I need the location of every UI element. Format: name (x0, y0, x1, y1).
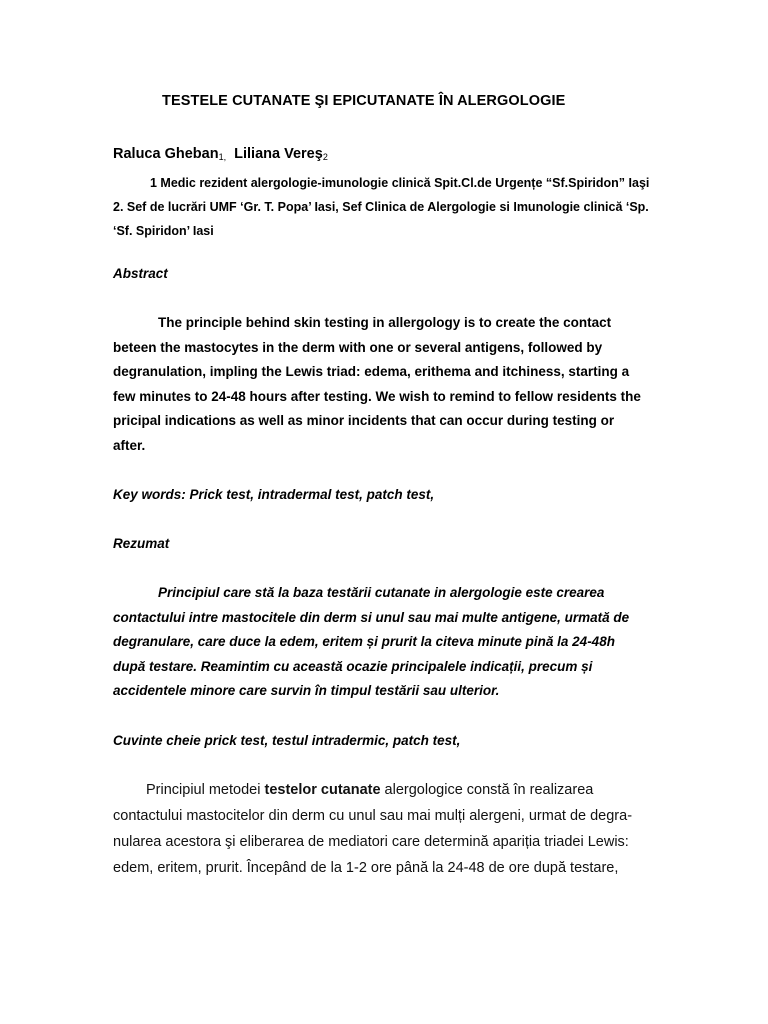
author-affiliation-marker: 1, (218, 152, 227, 162)
author-name: Raluca Gheban (113, 146, 219, 162)
rezumat-paragraph (113, 581, 658, 704)
affiliation-line: ‘Sf. Spiridon’ Iasi (113, 224, 214, 238)
paragraph-line: contactului intre mastocitele din derm si unul sau mai multe antigene, urmată de (113, 609, 630, 625)
affiliation-line: 2. Sef de lucrări UMF ‘Gr. T. Popa’ Iasi, Sef Clinica de Alergologie si Imunologie clinică ‘Sp. (113, 200, 649, 214)
paragraph-line: accidentele minore care survin în timpul testării sau ulterior. (113, 683, 500, 699)
body-paragraph (113, 777, 658, 881)
paragraph-line: degranulation, impling the Lewis triad: edema, erithema and itchiness, starting a (113, 364, 630, 380)
paragraph-line: Principiul metodei testelor cutanate alergologice constă în realizarea (146, 782, 594, 798)
affiliation-line: 1 Medic rezident alergologie-imunologie clinică Spit.Cl.de Urgențe “Sf.Spiridon” Iaşi (150, 176, 650, 190)
paragraph-line: pricipal indications as well as minor incidents that can occur during testing or (113, 413, 615, 429)
paragraph-line: after. (113, 437, 146, 453)
paragraph-line: beteen the mastocytes in the derm with one or several antigens, followed by (113, 339, 603, 355)
emphasis-term: testelor cutanate (264, 782, 381, 798)
paragraph-line: edem, eritem, prurit. Începând de la 1-2 ore până la 24-48 de ore după testare, (113, 860, 619, 876)
paragraph-line: după testare. Reamintim cu această ocazie principalele indicații, precum și (113, 658, 593, 674)
document-title: TESTELE CUTANATE ŞI EPICUTANATE ÎN ALERGOLOGIE (162, 93, 566, 109)
paragraph-line: Principiul care stă la baza testării cutanate in alergologie este crearea (158, 585, 605, 600)
keywords-line: Key words: Prick test, intradermal test, patch test, (113, 487, 435, 502)
paragraph-line: few minutes to 24-48 hours after testing. We wish to remind to fellow residents the (113, 388, 641, 404)
rezumat-heading: Rezumat (113, 536, 170, 551)
author-line (113, 146, 328, 162)
abstract-paragraph (113, 311, 658, 459)
affiliation-block (113, 171, 673, 243)
paragraph-line: contactului mastocitelor din derm cu unul sau mai mulți alergeni, urmat de degra- (113, 808, 633, 824)
paragraph-line: nularea acestora şi eliberarea de mediatori care determină apariția triadei Lewis: (113, 834, 629, 850)
paragraph-line: The principle behind skin testing in allergology is to create the contact (158, 315, 612, 330)
cuvinte-cheie-line: Cuvinte cheie prick test, testul intradermic, patch test, (113, 733, 461, 748)
abstract-heading: Abstract (113, 266, 168, 281)
author-affiliation-marker: 2 (322, 152, 328, 162)
author-name: Liliana Vereş (234, 146, 323, 162)
paragraph-line: degranulare, care duce la edem, eritem și prurit la citeva minute pină la 24-48h (113, 634, 615, 650)
